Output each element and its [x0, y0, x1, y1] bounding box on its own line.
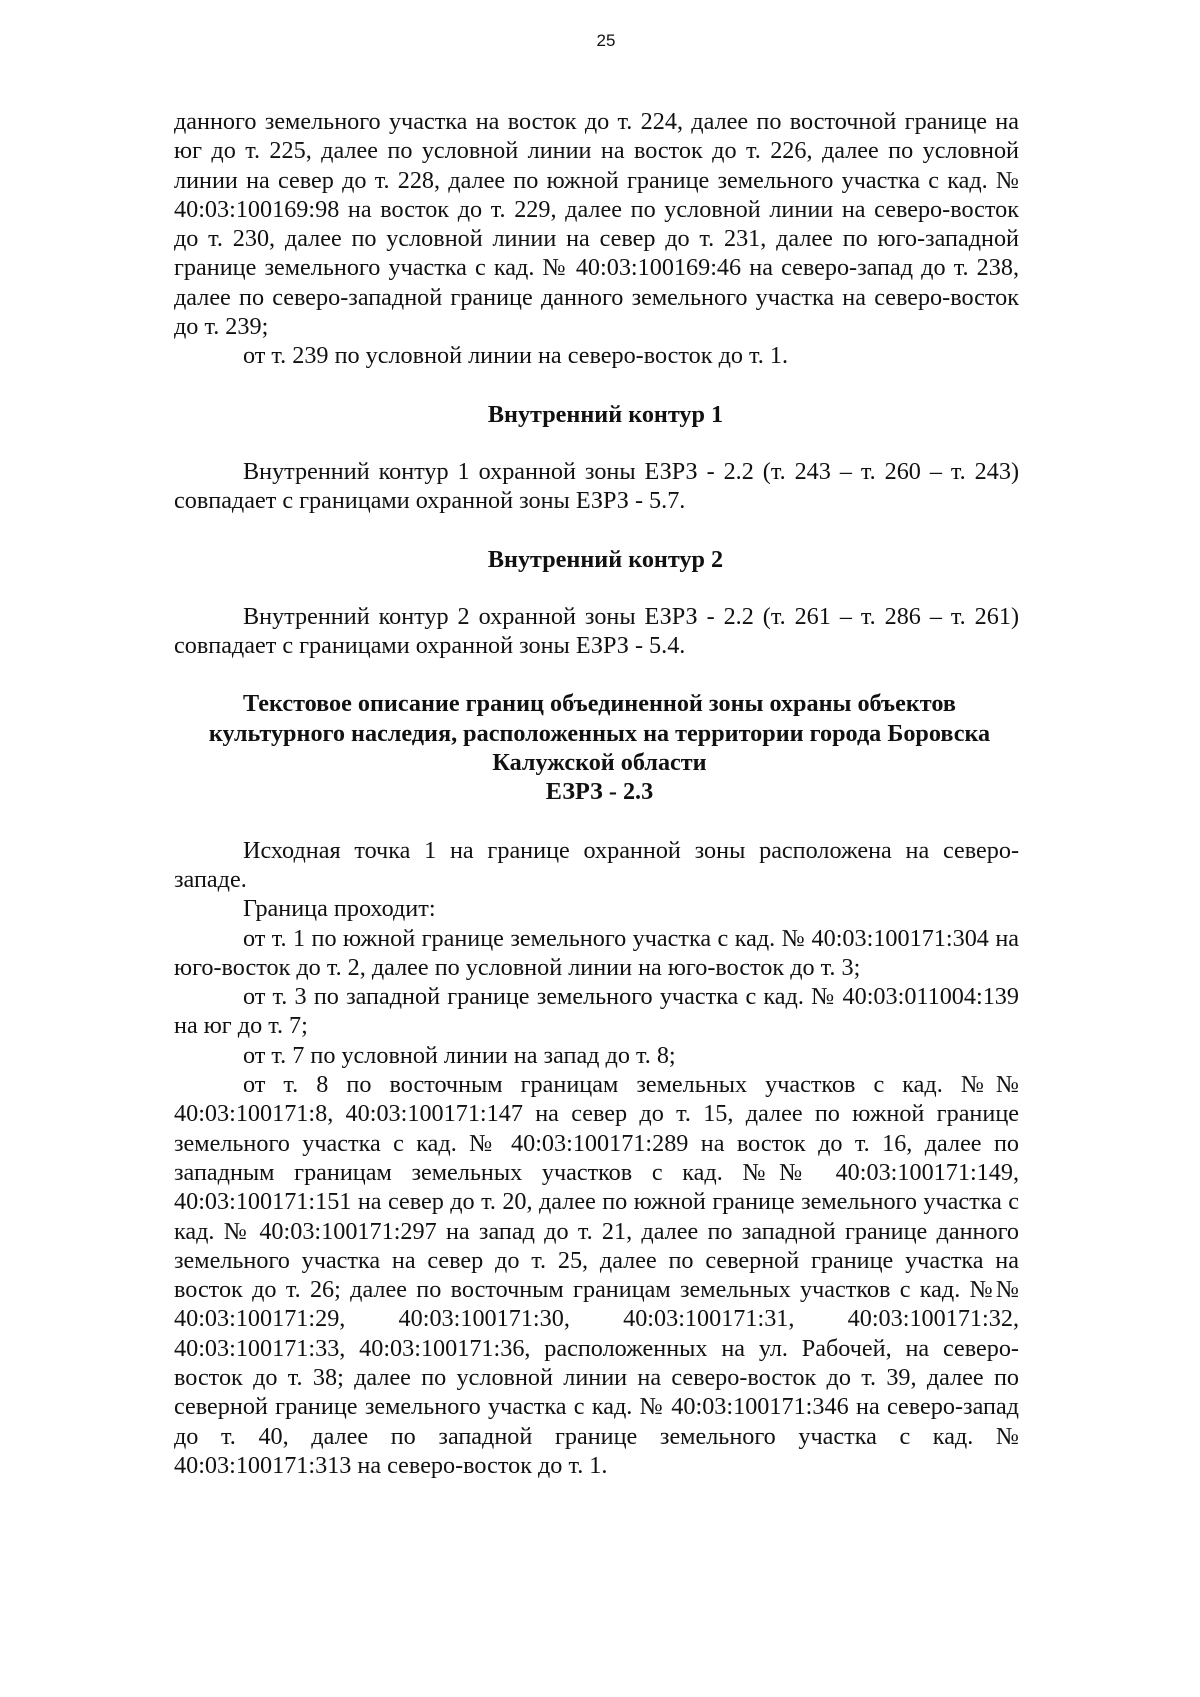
section-heading-line: Текстовое описание границ объединенной зоны охраны объектов — [243, 690, 956, 718]
inner-contour-1-heading: Внутренний контур 1 — [487, 400, 724, 428]
paragraph: Исходная точка 1 на границе охранной зоны расположена на северо-западе. — [174, 836, 1019, 893]
section-heading-code: ЕЗРЗ - 2.3 — [545, 778, 654, 806]
paragraph-last: от т. 239 по условной линии на северо-восток до т. 1. — [243, 342, 788, 370]
paragraph: от т. 8 по восточным границам земельных участков с кад. №№ 40:03:100171:8, 40:03:100171:147 на север до т. 15, далее по южной границе земельного участка с кад. № 40:03:100171:289 на восток до т. 16, далее по западным границам земельных участков с кад. №№ 40:03:100171:149, 40:03:100171:151 на север до т. 20, далее по южной границе земельного участка с кад. № 40:03:100171:297 на запад до т. 21, далее по западной границе данного земельного участка на север до т. 25, далее по северной границе участка на восток до т. 26; далее по восточным границам земельных участков с кад. №№ 40:03:100171:29, 40:03:100171:30, 40:03:100171:31, 40:03:100171:32, 40:03:100171:33, 40:03:100171:36, расположенных на ул. Рабочей, на северо-восток до т. 38; далее по условной линии на северо-восток до т. 39, далее по северной границе земельного участка с кад. № 40:03:100171:346 на северо-запад до т. 40, далее по западной границе земельного участка с кад. № 40:03:100171:313 на северо-восток до т. 1. — [174, 1071, 1019, 1479]
paragraph: от т. 1 по южной границе земельного участка с кад. № 40:03:100171:304 на юго-восток до т. 2, далее по условной линии на юго-восток до т. 3; — [174, 924, 1019, 981]
section-heading-line: культурного наследия, расположенных на территории города Боровска — [208, 719, 991, 747]
paragraph: от т. 7 по условной линии на запад до т. 8; — [243, 1041, 676, 1069]
paragraph: Граница проходит: — [243, 895, 436, 923]
inner-contour-1-text: Внутренний контур 1 охранной зоны ЕЗРЗ - 2.2 (т. 243 – т. 260 – т. 243) совпадает с границами охранной зоны ЕЗРЗ - 5.7. — [174, 457, 1019, 515]
inner-contour-2-heading: Внутренний контур 2 — [487, 545, 724, 573]
section-heading — [174, 689, 1019, 806]
page-number: 25 — [596, 31, 616, 50]
section-heading-line: Калужской области — [492, 749, 707, 777]
inner-contour-2-text: Внутренний контур 2 охранной зоны ЕЗРЗ - 2.2 (т. 261 – т. 286 – т. 261) совпадает с границами охранной зоны ЕЗРЗ - 5.4. — [174, 602, 1019, 660]
paragraph: от т. 3 по западной границе земельного участка с кад. № 40:03:011004:139 на юг до т. 7; — [174, 983, 1019, 1040]
paragraph-continued: данного земельного участка на восток до т. 224, далее по восточной границе на юг до т. 225, далее по условной линии на восток до т. 226, далее по условной линии на север до т. 228, далее по южной границе земельного участка с кад. № 40:03:100169:98 на восток до т. 229, далее по условной линии на северо-восток до т. 230, далее по условной линии на север до т. 231, далее по юго-западной границе земельного участка с кад. № 40:03:100169:46 на северо-запад до т. 238, далее по северо-западной границе данного земельного участка на северо-восток до т. 239; — [174, 108, 1019, 341]
page-content — [174, 0, 1019, 1480]
